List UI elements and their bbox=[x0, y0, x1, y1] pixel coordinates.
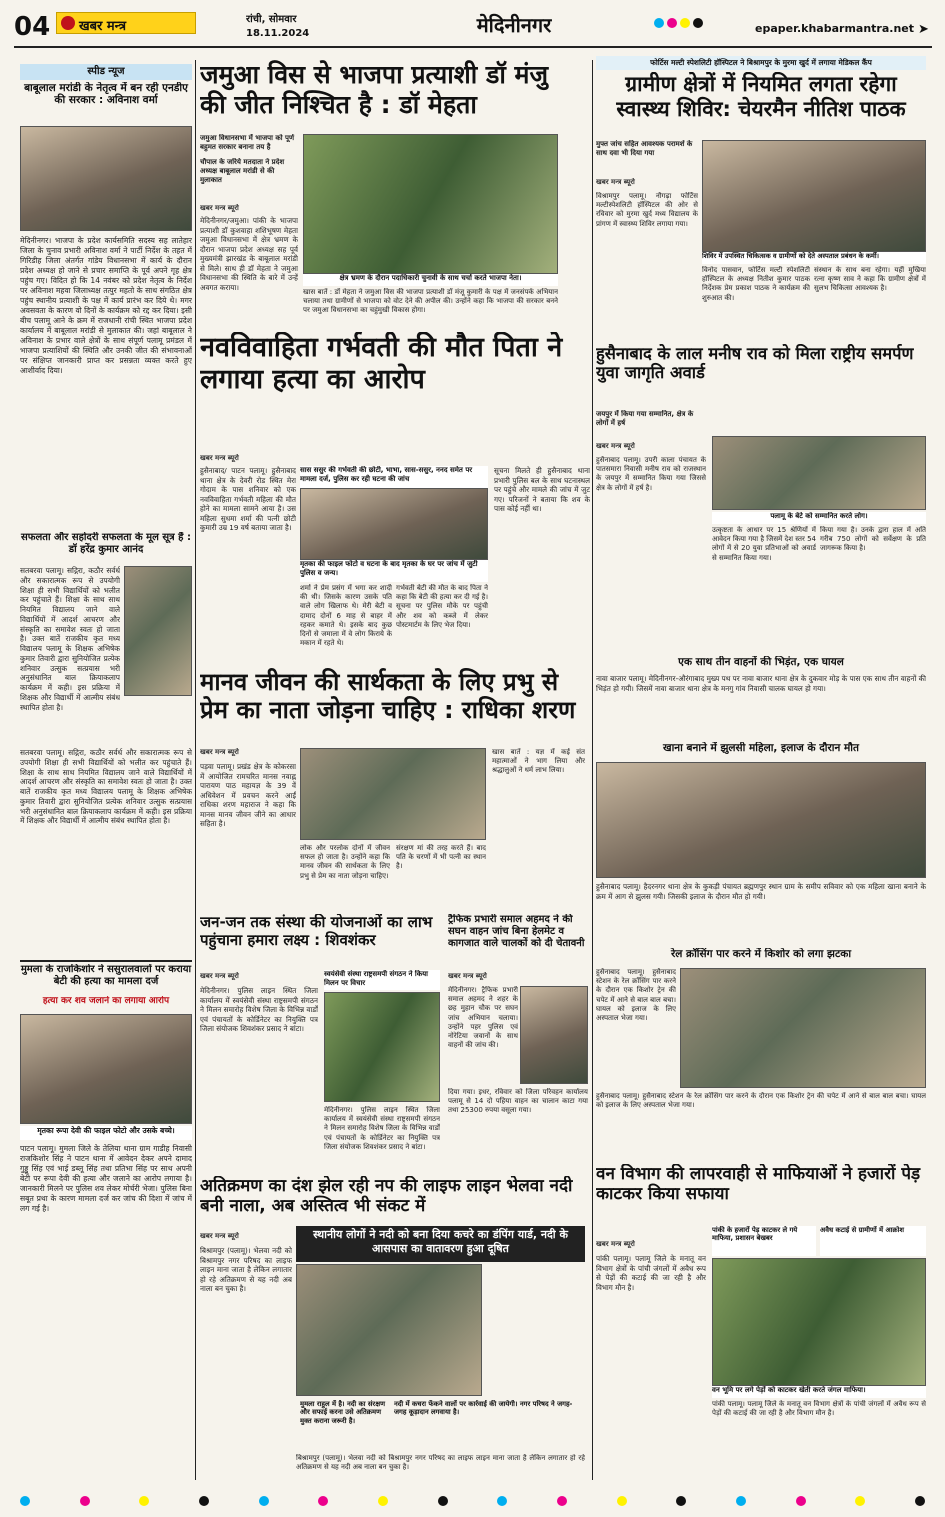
left-story-3: पाटन पलामू। मुमला जिले के तेलिया थाना ग्राम गाडीह निवासी राजकिशोर सिंह ने पाटन थाना में आवेदन देकर अपने दामाद गुड्डू सिंह एवं भाई डब्लू सिंह तथा प्रतिभा सिंह पर साथ अपनी बेटी पर रूपा देवी की हत्या और जलाने का आरोप लगाया है। जानकारी मिलने पर पुलिस शव लेकर मोर्चरी भेजा। पुलिस बिना सबूत प्रथा के कारण मामला दर्ज कर जांच की दिशा में जांच में लग गई है। bbox=[20, 1144, 192, 1214]
health-byline: खबर मन्त्र ब्यूरो bbox=[596, 178, 635, 186]
left-story-2a: सतबरवा पलामू। सद्गिरा, कठौर सर्वर्ध और सकारात्मक रूप से उपयोगी शिक्षा ही सभी विद्यार्थियों को भलीत कर पहुंचाते हैं। शिक्षा के साथ साथ नियमित विद्यालय जाने वाले विद्यार्थियों में आदर्श आचरण और संस्कृति का समावेश स्वतः हो जाता है। उक्त बातें राजकीय कृत मध्य विद्यालय पलामू के शिक्षक अभिषेक कुमार तिवारी द्वारा सुनियोजित प्रत्येक शनिवार उत्सुक सत्प्रयास भरी अनुसंधानित बाल क्रियाकलाप कार्यक्रम में कही। इस प्रक्रिया में शिक्षक और विद्यार्थी में आत्मीय संबंध स्थापित होता है। bbox=[20, 566, 120, 712]
jamua-caption: क्षेत्र भ्रमण के दौरान पदाधिकारी चुनावी के साथ चर्चा करते भाजपा नेता। bbox=[303, 274, 558, 286]
jamua-note: खास बातें : डॉ मेहता ने जमुआ विस की भाजपा प्रत्याशी डॉ मंजू कुमारी के पक्ष में जनसंपर्क अभियान चलाया तथा ग्रामीणों से भाजपा को वोट देने की अपील की। उन्होंने कहा कि भाजपा की सरकार बनने पर जमुआ विधानसभा का चहुंमुखी विकास होगा। bbox=[303, 288, 558, 315]
header-city-date: रांची, सोमवार bbox=[246, 14, 297, 25]
story-jamua bbox=[200, 60, 558, 328]
brand-logo bbox=[56, 12, 196, 34]
health-story-3: संस्थान के साथ बना रहेगा। यहीं मुखिया रत्ना कृष्ण साव ने कहा कि ग्रामीण क्षेत्रों में सुलभ चिकित्सा आवश्यक है। bbox=[814, 266, 926, 293]
left-photo-2 bbox=[124, 566, 192, 696]
pregnant-headline: नवविवाहिता गर्भवती की मौत पिता ने लगाया हत्या का आरोप bbox=[200, 332, 563, 395]
award-story-2: उत्कृष्टता के आधार पर 15 श्रेणियों में आवेदन किया गया है जिसमें देश स्तर 54 लोगों में से 20 युवा प्रतिभाओं को अवार्ड से सम्मानित किया गया। bbox=[712, 526, 816, 562]
award-photo bbox=[712, 436, 926, 510]
pregnant-story-4: सूचना मिलते ही हुसैनाबाद थाना प्रभारी पुलिस बल के साथ घटनास्थल पर पहुंचे और मामले की जांच में जुट गए। परिजनों ने बताया कि शव के पास कोई नहीं था। bbox=[494, 466, 590, 513]
pregnant-byline: खबर मन्त्र ब्यूरो bbox=[200, 454, 239, 462]
bhelwa-story: बिश्रामपुर (पलामू)। भेलवा नदी को बिश्रामपुर नगर परिषद का लाइफ लाइन माना जाता है लेकिन लगातार हो रहे अतिक्रमण से यह नदी अब नाला बन चुका है। bbox=[200, 1246, 292, 1293]
story-pregnant-death bbox=[200, 328, 590, 656]
story-bhelwa-river bbox=[200, 1176, 585, 1484]
forest-story-2: पांकी पलामू। पलामू जिले के मनातू वन विभाग क्षेत्रों के पांची जंगलों में अवैध रूप से पेड़ों की कटाई की जा रही है और विभाग मौन है। bbox=[712, 1400, 926, 1418]
pregnant-story-1: हुसैनाबाद/ पाटन पलामू। हुसैनाबाद थाना क्षेत्र के देवरी रोड स्थित मेरा गोदाम के पास शनिवार को एक नवविवाहिता गर्भवती महिला की मौत होने का मामला सामने आया है। उस महिला सुधमा शर्मा की पत्नी छोटी कुमारी उम्र 19 वर्ष बताया जाता है। bbox=[200, 466, 296, 532]
radhika-photo bbox=[300, 748, 486, 840]
health-bullet: मुफ्त जांच सहित आवश्यक परामर्श के साथ दवा भी दिया गया bbox=[596, 140, 693, 157]
health-caption: शिविर में उपस्थित चिकित्सक व ग्रामीणों को देते अस्पताल प्रबंधन के कर्मी। bbox=[702, 252, 926, 264]
bhelwa-headline: अतिक्रमण का दंश झेल रही नप की लाइफ लाइन भेलवा नदी बनी नाला, अब अस्तित्व भी संकट में bbox=[200, 1176, 573, 1217]
bhelwa-story-2: बिश्रामपुर (पलामू)। भेलवा नदी को बिश्रामपुर नगर परिषद का लाइफ लाइन माना जाता है लेकिन लगातार हो रहे अतिक्रमण से यह नदी अब नाला बन चुका है। bbox=[296, 1454, 585, 1472]
story-traffic bbox=[448, 914, 588, 1168]
shivshankar-story-2: मेदिनीनगर। पुलिस लाइन स्थित जिला कार्यालय में स्वयंसेवी संस्था राष्ट्रसमपी संगठन ने मिलन समारोह विशेष जिला के विभिन्न वार्डों एवं पंचायतों के कोर्डिनेटर का नियुक्ति पत्र जिला संयोजक शिवशंकर प्रसाद ने बांटा। bbox=[324, 1106, 440, 1151]
page-number: 04 bbox=[14, 12, 51, 42]
traffic-photo bbox=[520, 986, 588, 1084]
traffic-story: मेदिनीनगर। ट्रैफिक प्रभारी समाल अहमद ने शहर के छह मुहान चौक पर सघन जांच अभियान चलाया। उन्होंने पहर पुलिस एवं नोरेटिया जवानों के साथ वाहनों की जांच की। bbox=[448, 986, 518, 1050]
divider bbox=[20, 960, 192, 962]
speed-news-kicker: स्पीड न्यूज bbox=[20, 64, 192, 80]
brand-name: खबर मन्त्र bbox=[79, 19, 127, 34]
bhelwa-photo bbox=[296, 1264, 482, 1396]
brand-logo-icon bbox=[61, 16, 75, 30]
pregnant-caption: मृतका की फाइल फोटो व घटना के बाद मृतका के घर पर जांच में जुटी पुलिस व जन्य। bbox=[300, 560, 488, 582]
radhika-story-1: पड़वा पलामू। प्रखंड क्षेत्र के कोकरसा में आयोजित रामचरित मानस नवाह्न पारायण पाठ महायज्ञ के 39 वें अधिवेशन में प्रवचन करने आईं राधिका शरण महाराज ने कहा कि मानस मानव जीवन जीने का आधार सहिता है। bbox=[200, 762, 296, 828]
jamua-story: मेदिनीनगर/जमुआ। पांकी के भाजपा प्रत्याशी डॉ कुशवाहा शशिभूषण मेहता जमुआ विधानसभा में क्षेत्र भ्रमण के दौरान भाजपा प्रदेश अध्यक्ष सह पूर्व मुख्यमंत्री झारखंड के बाबूलाल मरांडी से मिले। साथ ही डॉ मेहता ने जमुआ विधानसभा की स्थिति के बारे में उन्हें अवगत कराया। bbox=[200, 216, 298, 292]
masthead bbox=[14, 8, 932, 48]
jamua-bullet-2: चौपाल के जरिये मतदाता ने प्रदेश अध्यक्ष बाबूलाल मरांडी से की मुलाकात bbox=[200, 158, 285, 184]
rail-photo bbox=[680, 968, 926, 1088]
shivshankar-byline: खबर मन्त्र ब्यूरो bbox=[200, 972, 239, 980]
story-radhika bbox=[200, 668, 585, 906]
accident-headline: एक साथ तीन वाहनों की भिड़ंत, एक घायल bbox=[678, 656, 844, 668]
story-shivshankar bbox=[200, 914, 440, 1168]
health-story-1: विश्रामपुर पलामू। नौगढ़ा फोर्टिस मल्टीस्पेशलिटी हॉस्पिटल की ओर से रविवार को मुरमा खुर्द मध्य विद्यालय के प्रांगण में स्वास्थ्य शिविर लगाया गया। bbox=[596, 192, 698, 228]
health-story-2: विनोद पासवान, फोर्टिस मल्टी स्पेशलिटी हॉस्पिटल के अध्यक्ष नितीश कुमार पाठक निर्देशक प्रेम प्रकाश पाठक ने कार्यक्रम की शुरुआत की। bbox=[702, 266, 810, 302]
traffic-headline: ट्रैफिक प्रभारी समाल अहमद ने की सघन वाहन जांच बिना हेलमेट व कागजात वाले चालकों को दी चेतावनी bbox=[448, 914, 585, 949]
rail-story-2: हुसैनाबाद पलामू। हुसैनाबाद स्टेशन के रेल क्रॉसिंग पार करने के दौरान एक किशोर ट्रेन की चपेट में आने से बाल बाल बचा। घायल को इलाज के लिए अस्पताल भेजा गया। bbox=[596, 1092, 926, 1110]
pregnant-photo bbox=[300, 488, 488, 560]
left-photo-1 bbox=[20, 126, 192, 231]
jamua-headline: जमुआ विस से भाजपा प्रत्याशी डॉ मंजु की जीत निश्चित है : डॉ मेहता bbox=[200, 60, 548, 119]
bhelwa-byline: खबर मन्त्र ब्यूरो bbox=[200, 1232, 239, 1240]
story-forest-mafia bbox=[596, 1164, 926, 1484]
story-health-camp bbox=[596, 56, 926, 332]
epaper-url[interactable]: epaper.khabarmantra.net bbox=[755, 22, 914, 35]
award-headline: हुसैनाबाद के लाल मनीष राव को मिला राष्ट्रीय समर्पण युवा जागृति अवार्ड bbox=[596, 344, 914, 383]
burn-story: हुसैनाबाद पलामू। हैदरनगर थाना क्षेत्र के कुकड़ी पंचायत ब्रह्मणपुर स्थान ग्राम के समीप सविवार को एक महिला खाना बनाने के क्रम में आग से झुलस गयी। जिसकी इलाज के दौरान मौत हो गयी। bbox=[596, 882, 926, 901]
radhika-story-3: संरक्षण मां की तरह करते हैं। बाद पति के चरणों में भी पत्नी का स्थान है। bbox=[396, 844, 486, 871]
radhika-headline: मानव जीवन की सार्थकता के लिए प्रभु से प्रेम का नाता जोड़ना चाहिए : राधिका शरण bbox=[200, 668, 576, 725]
bhelwa-quote-1: मुमला राहुल में है। नदी का संरक्षण और सफाई करना उसे अतिक्रमण मुक्त कराना जरूरी है। bbox=[300, 1400, 385, 1425]
rail-headline: रेल क्रॉसिंग पार करने में किशोर को लगा झटका bbox=[670, 948, 852, 960]
traffic-byline: खबर मन्त्र ब्यूरो bbox=[448, 972, 487, 980]
left-story-2b bbox=[20, 748, 192, 958]
jamua-byline: खबर मन्त्र ब्यूरो bbox=[200, 204, 239, 212]
column-divider bbox=[195, 60, 196, 1480]
pregnant-story-3: गर्भवती बेटी की मौत के बाद पिता ने कहा कि बेटी की हत्या कर दी गई है। सूचना पर पुलिस मौके पर पहुंची और शव को कब्जे में लेकर पोस्टमार्टम के लिए भेज दिया। bbox=[396, 584, 488, 629]
left-photo-3 bbox=[20, 1014, 192, 1124]
traffic-story-2: दिया गया। इधर, रविवार को जिला परिवहन कार्यालय पलामू से 14 दो पहिया वाहन का चालान काटा गया तथा 25300 रुपया वसूला गया। bbox=[448, 1088, 588, 1115]
bhelwa-banner: स्थानीय लोगों ने नदी को बना दिया कचरे का डंपिंग यार्ड, नदी के आसपास का वातावरण हुआ दूषित bbox=[296, 1226, 585, 1262]
accident-story: नावा बाजार पलामू। मेदिनीनगर-औरंगाबाद मुख्य पथ पर नावा बाजार थाना क्षेत्र के दुकवार मोड़ के पास एक साथ तीन वाहनों की भिड़ंत हो गयी। जिसमें नावा बाजार थाना क्षेत्र के मनगु गांव निवासी चालक घायल हो गया। bbox=[596, 674, 926, 693]
forest-byline: खबर मन्त्र ब्यूरो bbox=[596, 1240, 635, 1248]
shivshankar-story: मेदिनीनगर। पुलिस लाइन स्थित जिला कार्यालय में स्वयंसेवी संस्था राष्ट्रसमपी संगठन ने मिलन समारोह विशेष जिला के विभिन्न वार्डों एवं पंचायतों के कोर्डिनेटर का नियुक्ति पत्र जिला संयोजक शिवशंकर प्रसाद ने बांटा। bbox=[200, 986, 318, 1033]
story-manish-award bbox=[596, 340, 926, 652]
rail-story: हुसैनाबाद पलामू। हुसैनाबाद स्टेशन के रेल क्रॉसिंग पार करने के दौरान एक किशोर ट्रेन की चपेट में आने से बाल बाल बचा। घायल को इलाज के लिए अस्पताल भेजा गया। bbox=[596, 968, 676, 1023]
left-headline-1: बाबूलाल मरांडी के नेतृत्व में बन रही एनडीए की सरकार : अविनाश वर्मा bbox=[24, 82, 188, 107]
left-headline-3: मुमला के राजकिशोर ने ससुरालवालों पर कराया बेटी की हत्या का मामला दर्ज bbox=[20, 964, 192, 987]
award-story-1: हुसैनाबाद पलामू। उपरी काला पंचायत के पातसमारा निवासी मनीष राव को राजस्थान के जयपुर में सम्मानित किया गया जिससे क्षेत्र के लोगों में हर्ष है। bbox=[596, 456, 706, 492]
left-story-1: मेदिनीनगर। भाजपा के प्रदेश कार्यसमिति सदस्य सह लातेहार जिला के चुनाव प्रभारी अविनाश वर्मा ने पार्टी निर्देश के तहत में गिरिडीह जिला अंतर्गत गांडेय विधानसभा में कार्य के दौरान प्रदेश अध्यक्ष हो जाने से प्रचार समाप्ति के पूर्व अपने गृह क्षेत्र पहुंच गए। विदित हो कि 14 नवंबर को प्रदेश नेतृत्व के निर्देश पर अविनाश महवा जिलाध्यक्ष तत्पुर महतो के साथ संगठित क्षेत्र पहुंच स्थानीय प्रत्याशी के पक्ष में कार्य प्रारंभ कर दिये थे। मगर अवसवता के कारण वो दिनों के कार्यक्रम को रद्द कर दिया। इसी बीच पलामू आने के क्रम में राजधानी रांची स्थित भाजपा प्रदेश कार्यालय में बाबूलाल मरांडी से मुलाकात की। जहां बाबूलाल ने अविनाश के प्रभार वाले क्षेत्रों के साथ संपूर्ण पलामू प्रमंडल में भाजपा प्रत्याशियों की स्थिति और उनकी जीत की संभावनाओं पर संक्षिप्त जानकारी प्राप्त कर प्रसन्नता व्यक्त करते हुए आशीर्वाद दिया। bbox=[20, 236, 192, 376]
health-headline: ग्रामीण क्षेत्रों में नियमित लगता रहेगा स्वास्थ्य शिविर: चेयरमैन नीतिश पाठक bbox=[616, 72, 906, 121]
forest-bullet-2: अवैध कटाई से ग्रामीणों में आक्रोश bbox=[820, 1226, 926, 1256]
right-briefs bbox=[596, 656, 926, 1160]
award-byline: खबर मन्त्र ब्यूरो bbox=[596, 442, 635, 450]
cursor-icon: ➤ bbox=[918, 22, 929, 37]
left-story-2-cont: सतबरवा पलामू। सद्गिरा, कठौर सर्वर्ध और सकारात्मक रूप से उपयोगी शिक्षा ही सभी विद्यार्थियों को भलीत कर पहुंचाते हैं। शिक्षा के साथ साथ नियमित विद्यालय जाने वाले विद्यार्थियों में आदर्श आचरण और संस्कृति का समावेश स्वतः हो जाता है। उक्त बातें राजकीय कृत मध्य विद्यालय पलामू के शिक्षक अभिषेक कुमार तिवारी द्वारा सुनियोजित प्रत्येक शनिवार उत्सुक सत्प्रयास भरी अनुसंधानित बाल क्रियाकलाप कार्यक्रम में कही। इस प्रक्रिया में शिक्षक और विद्यार्थी में आत्मीय संबंध स्थापित होता है। bbox=[20, 748, 192, 826]
pregnant-story-2: शर्मा ने प्रेम प्रसंग में भगा कर शादी की थी। जिसके कारण उसके पति वाले लोग खिलाफ थे। मेरी बेटी व दामाद दोनों 6 माह से बाहर में रहकर कमाते थे। इसके बाद कुछ दिनों से जमाला में वे लोग किराये के मकान में रहते थे। bbox=[300, 584, 392, 648]
left-headline-2: सफलता और सहोदरी सफलता के मूल सूत्र हैं : डॉ हरेंद्र कुमार आनंद bbox=[21, 532, 191, 555]
award-story-3: किया गया है। उनके द्वारा हाल में अति गरीब 750 लोगों को सर्वेक्षण के प्रति जागरूक किया है। bbox=[820, 526, 926, 553]
radhika-byline: खबर मन्त्र ब्यूरो bbox=[200, 748, 239, 756]
forest-headline: वन विभाग की लापरवाही से माफियाओं ने हजारों पेड़ काटकर किया सफाया bbox=[596, 1164, 921, 1205]
shivshankar-headline: जन-जन तक संस्था की योजनाओं का लाभ पहुंचाना हमारा लक्ष्य : शिवशंकर bbox=[200, 914, 433, 949]
health-photo bbox=[702, 140, 926, 252]
burn-headline: खाना बनाने में झुलसी महिला, इलाज के दौरान मौत bbox=[663, 742, 859, 754]
forest-caption: वन भूमि पर लगे पेड़ों को काटकर खेती करते जंगल माफिया। bbox=[712, 1386, 926, 1398]
forest-story: पांकी पलामू। पलामू जिले के मनातू वन विभाग क्षेत्रों के पांची जंगलों में अवैध रूप से पेड़ों की कटाई की जा रही है और विभाग मौन है। bbox=[596, 1254, 706, 1292]
jamua-bullet-1: जमुआ विधानसभा में भाजपा को पूर्ण बहुमत सरकार बनाना तय है bbox=[200, 134, 295, 151]
footer-registration-marks bbox=[20, 1494, 925, 1508]
color-registration-marks bbox=[654, 16, 714, 30]
jamua-photo bbox=[303, 134, 558, 274]
section-title: मेदिनीनगर bbox=[476, 13, 552, 37]
header-date: 18.11.2024 bbox=[246, 28, 310, 39]
left-caption-3: मृतका रूपा देवी की फाइल फोटो और उसके बच्चे। bbox=[20, 1126, 192, 1140]
shivshankar-bullet: स्वयंसेवी संस्था राष्ट्रसमपी संगठन ने किया मिलन पर विचार bbox=[324, 970, 440, 990]
radhika-box: खास बातें : यज्ञ में कई संत महात्माओं ने भाग लिया और श्रद्धालुओं ने धर्म लाभ लिया। bbox=[492, 748, 585, 775]
shivshankar-photo bbox=[324, 992, 440, 1102]
bhelwa-quote-2: नदी में कचरा फेंकने वालों पर कार्रवाई की जायेगी। नगर परिषद ने जगह-जगह कूड़ादान लगवाया है। bbox=[394, 1400, 573, 1417]
radhika-story-2: लोक और परलोक दोनों में जीवन सफल हो जाता है। उन्होंने कहा कि मानव जीवन की सार्थकता के लिए प्रभु से प्रेम का नाता जोड़ना चाहिए। bbox=[300, 844, 390, 880]
forest-bullet-1: पांकी के हजारों पेड़ काटकर ले गये माफिया, प्रशासन बेखबर bbox=[712, 1226, 816, 1256]
award-bullet: जयपुर में किया गया सम्मानित, क्षेत्र के लोगों में हर्ष bbox=[596, 410, 694, 427]
left-column bbox=[20, 64, 192, 1484]
burn-photo bbox=[596, 762, 926, 878]
column-divider-right bbox=[592, 60, 593, 1480]
left-subhead-3: हत्या कर शव जलाने का लगाया आरोप bbox=[42, 996, 170, 1006]
award-caption: पलामू के बेटे को सम्मानित करते लोग। bbox=[712, 512, 926, 524]
pregnant-bullet: सास ससुर की गर्भवती की छोटी, भाभा, सास-ससुर, ननद समेत पर मामला दर्ज, पुलिस कर रही घटना की जांच bbox=[300, 466, 488, 488]
health-kicker: फोर्टिस मल्टी स्पेशलिटी हॉस्पिटल ने बिश्रामपुर के मुरमा खुर्द में लगाया मेडिकल कैंप bbox=[596, 56, 926, 70]
forest-photo bbox=[712, 1258, 926, 1386]
